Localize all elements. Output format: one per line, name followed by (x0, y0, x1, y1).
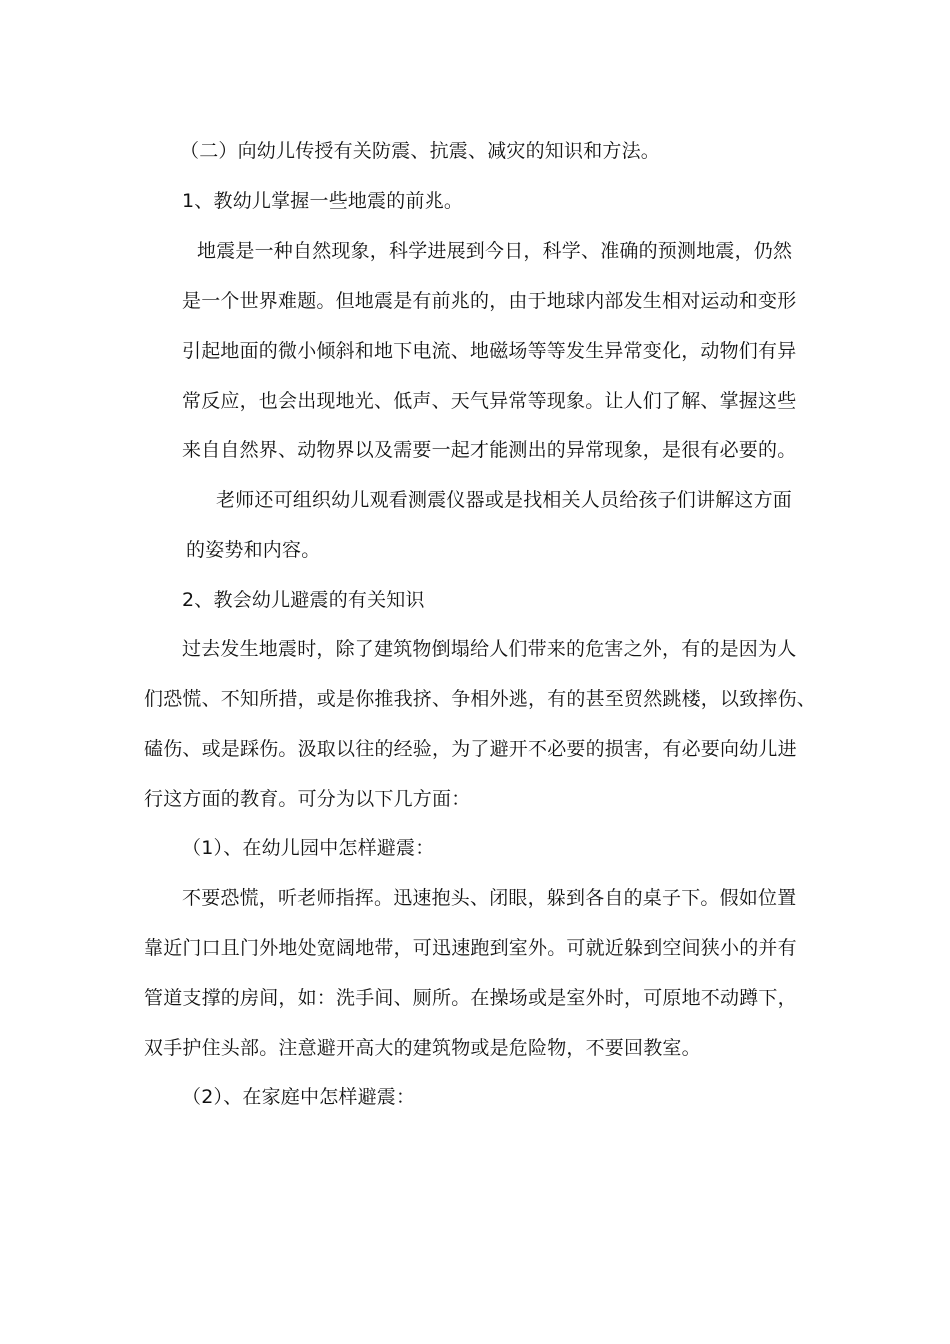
item-heading: （2）、在家庭中怎样避震： (182, 1086, 416, 1108)
section-heading: （二）向幼儿传授有关防震、抗震、减灾的知识和方法。 (180, 140, 661, 162)
paragraph-line: 双手护住头部。注意避开高大的建筑物或是危险物，不要回教室。 (144, 1037, 701, 1059)
paragraph-line: 是一个世界难题。但地震是有前兆的，由于地球内部发生相对运动和变形 (182, 290, 797, 312)
paragraph-line: 靠近门口且门外地处宽阔地带，可迅速跑到室外。可就近躲到空间狭小的并有 (144, 937, 797, 959)
paragraph-line: 过去发生地震时，除了建筑物倒塌给人们带来的危害之外，有的是因为人 (182, 638, 797, 660)
paragraph-line: 引起地面的微小倾斜和地下电流、地磁场等等发生异常变化，动物们有异 (182, 340, 797, 362)
paragraph-line: 的姿势和内容。 (186, 539, 321, 561)
paragraph-line: 常反应，也会出现地光、低声、天气异常等现象。让人们了解、掌握这些 (182, 390, 797, 412)
paragraph-line: 行这方面的教育。可分为以下几方面： (144, 788, 471, 810)
paragraph-line: 磕伤、或是踩伤。汲取以往的经验，为了避开不必要的损害，有必要向幼儿进 (144, 738, 797, 760)
subsection-heading: 2、教会幼儿避震的有关知识 (182, 589, 425, 611)
paragraph-line: 地震是一种自然现象，科学进展到今日，科学、准确的预测地震，仍然 (197, 240, 793, 262)
paragraph-line: 来自自然界、动物界以及需要一起才能测出的异常现象，是很有必要的。 (182, 439, 797, 461)
paragraph-line: 不要恐慌，听老师指挥。迅速抱头、闭眼，躲到各自的桌子下。假如位置 (182, 887, 797, 909)
paragraph-line: 管道支撑的房间，如：洗手间、厕所。在操场或是室外时，可原地不动蹲下， (144, 987, 797, 1009)
paragraph-line: 老师还可组织幼儿观看测震仪器或是找相关人员给孩子们讲解这方面 (216, 489, 793, 511)
item-heading: （1）、在幼儿园中怎样避震： (182, 837, 435, 859)
subsection-heading: 1、教幼儿掌握一些地震的前兆。 (182, 190, 464, 212)
paragraph-line: 们恐慌、不知所措，或是你推我挤、争相外逃，有的甚至贸然跳楼，以致摔伤、 (144, 688, 817, 710)
